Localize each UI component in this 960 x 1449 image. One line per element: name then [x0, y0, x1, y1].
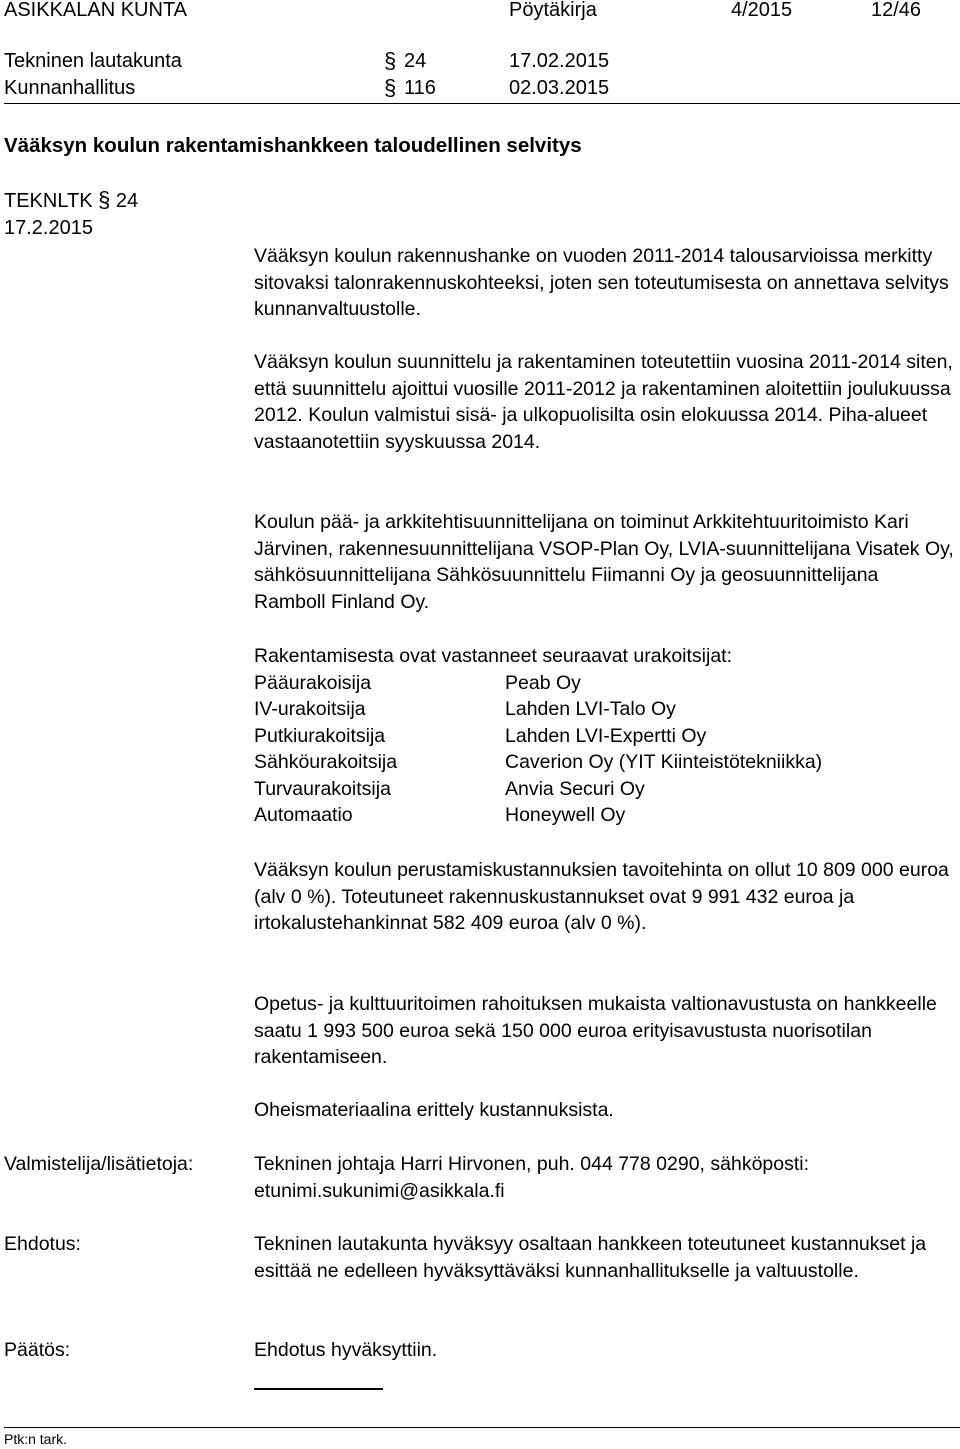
paragraph-3-text: Koulun pää- ja arkkitehtisuunnittelijana on toiminut Arkkitehtuuritoimisto Kari Järvinen, rakennesuunnittelijana VSOP-Plan Oy, LVIA-suunnittelijana Visatek Oy, sähkösuunnittelijana Sähkösuunnittelu Fiimanni Oy ja geosuunnittelijana Ramboll Finland Oy. — [254, 511, 954, 613]
decision-value: Ehdotus hyväksyttiin. — [254, 1339, 438, 1361]
header-divider — [4, 103, 960, 104]
contractor-role: Automaatio — [254, 804, 353, 826]
page-number: 12/46 — [871, 0, 922, 21]
body-date-1: 17.02.2015 — [509, 50, 610, 72]
section-number: 24 — [115, 190, 139, 212]
section-paragraph-sign: § — [98, 187, 111, 212]
section-date: 17.2.2015 — [4, 217, 93, 239]
paragraph-3 — [254, 509, 954, 615]
contractors-table — [254, 670, 954, 830]
section-code-text: TEKNLTK — [4, 190, 93, 212]
paragraph-6-text: Oheismateriaalina erittely kustannuksista. — [254, 1099, 614, 1121]
contractor-company: Honeywell Oy — [505, 804, 626, 826]
decision-underline — [254, 1388, 383, 1390]
body-paragraph-number-1: 24 — [404, 50, 427, 72]
body-name-1: Tekninen lautakunta — [4, 50, 182, 72]
paragraph-4-text: Vääksyn koulun perustamiskustannuksien tavoitehinta on ollut 10 809 000 euroa (alv 0 %). Toteutuneet rakennuskustannukset ovat 9 991 432 euroa ja irtokalustehankinnat 582 409 euroa (alv 0 %). — [254, 859, 949, 934]
contractor-row — [254, 802, 954, 829]
contractors-section — [254, 643, 954, 830]
contractors-intro: Rakentamisesta ovat vastanneet seuraavat urakoitsijat: — [254, 645, 733, 667]
paragraph-2-text: Vääksyn koulun suunnittelu ja rakentaminen toteutettiin vuosina 2011-2014 siten, että suunnittelu ajoittui vuosille 2011-2012 ja rakentaminen aloitettiin joulukuussa 2012. Koulun valmistui sisä- ja ulkopuolisilta osin elokuussa 2014. Piha-alueet vastaanotettiin syyskuussa 2014. — [254, 351, 953, 453]
document-type: Pöytäkirja — [509, 0, 597, 21]
contractor-role: Turvaurakoitsija — [254, 777, 391, 800]
prepared-by-label: Valmistelija/lisätietoja: — [4, 1153, 194, 1175]
contractor-row — [254, 749, 954, 776]
contractor-role: Pääurakoisija — [254, 671, 372, 694]
paragraph-5 — [254, 991, 954, 1071]
document-number: 4/2015 — [731, 0, 793, 21]
page-footer-note: Ptk:n tark. — [4, 1431, 68, 1447]
proposal-label: Ehdotus: — [4, 1233, 81, 1255]
proposal-text: Tekninen lautakunta hyväksyy osaltaan hankkeen toteutuneet kustannukset ja esittää ne edelleen hyväksyttäväksi kunnanhallitukselle ja valtuustolle. — [254, 1233, 927, 1282]
decision-label: Päätös: — [4, 1339, 71, 1361]
paragraph-sign-2: § — [384, 75, 397, 100]
contractor-company: Peab Oy — [505, 671, 581, 694]
paragraph-1 — [254, 243, 954, 323]
contractor-company: Lahden LVI-Expertti Oy — [505, 724, 707, 747]
contractor-company: Anvia Securi Oy — [505, 777, 645, 800]
paragraph-sign-1: § — [384, 48, 397, 73]
body-date-2: 02.03.2015 — [509, 77, 610, 99]
paragraph-6 — [254, 1097, 954, 1124]
body-name-2: Kunnanhallitus — [4, 77, 136, 99]
footer-divider — [4, 1427, 960, 1428]
section-code — [4, 188, 138, 215]
contractor-role: IV-urakoitsija — [254, 698, 366, 720]
contractor-company: Lahden LVI-Talo Oy — [505, 698, 676, 720]
municipality-name: ASIKKALAN KUNTA — [4, 0, 188, 21]
body-paragraph-number-2: 116 — [404, 77, 436, 99]
contractor-role: Sähköurakoitsija — [254, 751, 398, 773]
paragraph-5-text: Opetus- ja kulttuuritoimen rahoituksen mukaista valtionavustusta on hankkeelle saatu 1 993 500 euroa sekä 150 000 euroa erityisavustusta nuorisotilan rakentamiseen. — [254, 993, 937, 1068]
proposal-value — [254, 1231, 954, 1284]
prepared-by-value — [254, 1151, 954, 1204]
paragraph-4 — [254, 857, 954, 937]
page-title: Vääksyn koulun rakentamishankkeen taloudellinen selvitys — [4, 134, 582, 157]
contractor-row — [254, 696, 954, 723]
paragraph-1-text: Vääksyn koulun rakennushanke on vuoden 2011-2014 talousarvioissa merkitty sitovaksi talonrakennuskohteeksi, joten sen toteutumisesta on annettava selvitys kunnanvaltuustolle. — [254, 245, 949, 320]
contractor-row — [254, 670, 954, 697]
paragraph-2 — [254, 349, 954, 455]
contractor-row — [254, 776, 954, 803]
contractor-company: Caverion Oy (YIT Kiinteistötekniikka) — [505, 751, 823, 773]
prepared-by-text: Tekninen johtaja Harri Hirvonen, puh. 044 778 0290, sähköposti: etunimi.sukunimi@asikkala.fi — [254, 1153, 810, 1202]
contractor-role: Putkiurakoitsija — [254, 724, 386, 747]
contractor-row — [254, 723, 954, 750]
